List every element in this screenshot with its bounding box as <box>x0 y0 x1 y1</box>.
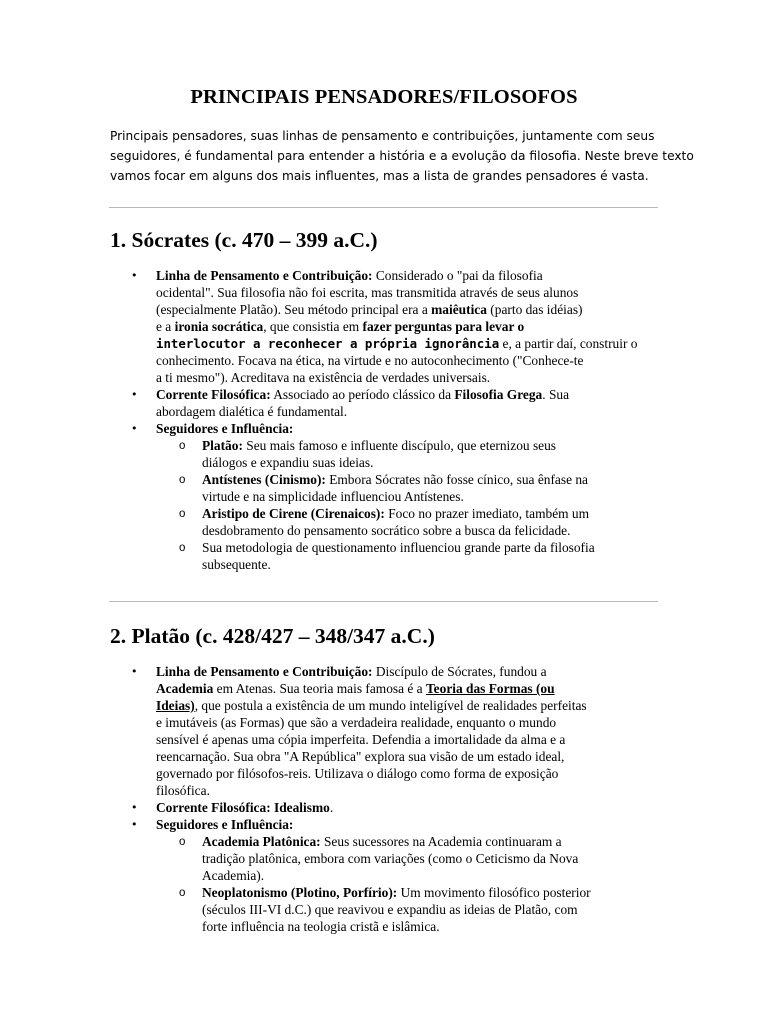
platao-linha-line: governado por filósofos-reis. Utilizava o diálogo como forma de exposição <box>156 766 559 781</box>
socrates-follower-line: subsequente. <box>202 557 271 572</box>
socrates-follower-line <box>202 506 589 523</box>
text-span: Discípulo de Sócrates, fundou a <box>372 664 547 679</box>
text-span: . <box>329 800 334 815</box>
bold-term: Ideias) <box>156 698 195 713</box>
bold-term: Teoria das Formas (ou <box>425 681 555 696</box>
text-span: em Atenas. Sua teoria mais famosa é a <box>213 681 426 696</box>
platao-follower-line: (séculos III-VI d.C.) que reavivou e expandiu as ideias de Platão, com <box>202 902 578 917</box>
text-span: . Sua <box>542 387 570 402</box>
socrates-linha-line: a ti mesmo"). Acreditava na existência de verdades universais. <box>156 370 491 385</box>
platao-follower-line: forte influência na teologia cristã e islâmica. <box>202 919 440 934</box>
socrates-corrente-line <box>156 387 569 404</box>
text-span: Seu mais famoso e influente discípulo, que eternizou seus <box>242 438 557 453</box>
bullet-icon: • <box>131 818 138 831</box>
socrates-linha-line <box>156 302 583 319</box>
socrates-follower-line: desdobramento do pensamento socrático sobre a busca da felicidade. <box>202 523 571 538</box>
intro-line: seguidores, é fundamental para entender a história e a evolução da filosofia. Neste breve texto <box>110 149 694 163</box>
socrates-follower-line: diálogos e expandiu suas ideias. <box>202 455 374 470</box>
text-span: (parto das idéias) <box>486 302 583 317</box>
platao-linha-line <box>156 698 587 715</box>
follower-name: Platão: <box>202 438 243 453</box>
sub-bullet-icon: o <box>179 508 186 520</box>
text-span: Um movimento filosófico posterior <box>397 885 591 900</box>
bullet-icon: • <box>131 388 138 401</box>
platao-linha-label: Linha de Pensamento e Contribuição: <box>156 664 373 679</box>
platao-linha-line <box>156 681 555 698</box>
bullet-icon: • <box>131 269 138 282</box>
page-title: PRINCIPAIS PENSADORES/FILOSOFOS <box>190 86 578 108</box>
socrates-linha-line: conhecimento. Focava na ética, na virtude e no autoconhecimento ("Conhece-te <box>156 353 584 368</box>
sub-bullet-icon: o <box>179 440 186 452</box>
intro-paragraph <box>110 126 694 186</box>
socrates-linha-line <box>156 336 637 353</box>
bullet-icon: • <box>131 801 138 814</box>
socrates-follower-line: virtude e na simplicidade influenciou Antístenes. <box>202 489 464 504</box>
text-span: Considerado o "pai da filosofia <box>372 268 543 283</box>
platao-follower-line: Academia). <box>202 868 265 883</box>
follower-name: Antístenes (Cinismo): <box>202 472 326 487</box>
socrates-linha-line: ocidental". Sua filosofia não foi escrita, mas transmitida através de seus alunos <box>156 285 579 300</box>
sub-bullet-icon: o <box>179 887 186 899</box>
section-heading-platao: 2. Platão (c. 428/427 – 348/347 a.C.) <box>110 624 435 648</box>
sub-bullet-icon: o <box>179 542 186 554</box>
text-span: Seus sucessores na Academia continuaram a <box>320 834 562 849</box>
socrates-seguidores-label: Seguidores e Influência: <box>156 421 294 436</box>
socrates-follower-line <box>202 472 588 489</box>
text-span: , que consistia em <box>263 319 363 334</box>
bold-term: fazer perguntas para levar o <box>362 319 525 334</box>
section-divider <box>109 601 658 602</box>
platao-linha-line: e imutáveis (as Formas) que são a verdadeira realidade, enquanto o mundo <box>156 715 557 730</box>
socrates-linha-line <box>156 268 543 285</box>
sub-bullet-icon: o <box>179 474 186 486</box>
follower-name: Neoplatonismo (Plotino, Porfírio): <box>202 885 398 900</box>
bold-term: Filosofia Grega <box>454 387 543 402</box>
platao-corrente-line <box>156 800 333 817</box>
text-span: Embora Sócrates não fosse cínico, sua ênfase na <box>325 472 588 487</box>
socrates-follower-line: Sua metodologia de questionamento influenciou grande parte da filosofia <box>202 540 595 555</box>
section-heading-socrates: 1. Sócrates (c. 470 – 399 a.C.) <box>110 228 378 252</box>
bullet-icon: • <box>131 665 138 678</box>
platao-seguidores-label: Seguidores e Influência: <box>156 817 294 832</box>
text-span: e, a partir daí, construir o <box>499 336 638 351</box>
socrates-linha-label: Linha de Pensamento e Contribuição: <box>156 268 373 283</box>
socrates-follower-line <box>202 438 556 455</box>
socrates-corrente-label: Corrente Filosófica: <box>156 387 271 402</box>
follower-name: Aristipo de Cirene (Cirenaicos): <box>202 506 385 521</box>
platao-corrente-label: Corrente Filosófica: Idealismo <box>156 800 330 815</box>
platao-follower-line <box>202 834 562 851</box>
bold-term: maiêutica <box>431 302 487 317</box>
bold-term: Academia <box>156 681 214 696</box>
platao-linha-line <box>156 664 547 681</box>
section-divider <box>109 207 658 208</box>
platao-linha-line: sensível é apenas uma cópia imperfeita. Defendia a imortalidade da alma e a <box>156 732 566 747</box>
follower-name: Academia Platônica: <box>202 834 321 849</box>
text-span: e a <box>156 319 175 334</box>
socrates-linha-line <box>156 319 524 336</box>
intro-line: vamos focar em alguns dos mais influentes, mas a lista de grandes pensadores é vasta. <box>110 169 649 183</box>
text-span: (especialmente Platão). Seu método principal era a <box>156 302 432 317</box>
text-span: , que postula a existência de um mundo inteligível de realidades perfeitas <box>194 698 587 713</box>
intro-line: Principais pensadores, suas linhas de pensamento e contribuições, juntamente com seus <box>110 129 655 143</box>
sub-bullet-icon: o <box>179 836 186 848</box>
text-span: Associado ao período clássico da <box>270 387 455 402</box>
text-span: Foco no prazer imediato, também um <box>384 506 590 521</box>
bold-term: ironia socrática <box>174 319 264 334</box>
platao-follower-line <box>202 885 591 902</box>
bullet-icon: • <box>131 422 138 435</box>
platao-linha-line: filosófica. <box>156 783 210 798</box>
bold-term: interlocutor a reconhecer a própria ignorância <box>156 336 500 351</box>
socrates-corrente-line: abordagem dialética é fundamental. <box>156 404 348 419</box>
platao-linha-line: reencarnação. Sua obra "A República" explora sua visão de um estado ideal, <box>156 749 565 764</box>
platao-follower-line: tradição platônica, embora com variações (como o Ceticismo da Nova <box>202 851 579 866</box>
